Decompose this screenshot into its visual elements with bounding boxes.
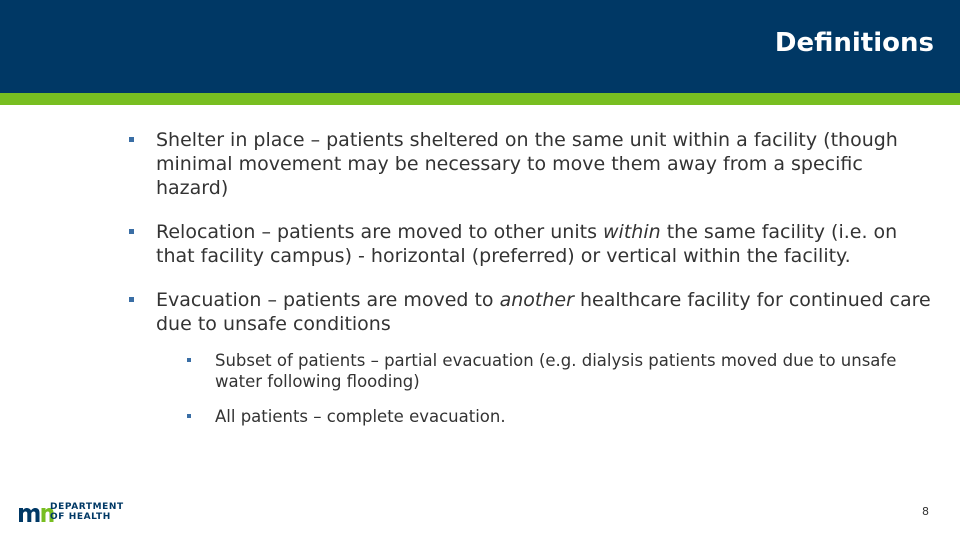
- wordmark-line-2: OF HEALTH: [50, 512, 111, 522]
- sub-bullet-text: All patients – complete evacuation.: [215, 407, 506, 426]
- sub-bullet-list: [185, 350, 936, 427]
- bullet-text: Shelter in place – patients sheltered on the same unit within a facility (though minimal movement may be necessary to move them away from a specific hazard): [156, 129, 898, 199]
- slide-content: [126, 128, 936, 447]
- sub-bullet-marker-icon: [187, 414, 191, 418]
- bullet-text-after: healthcare facility for continued care due to unsafe conditions: [156, 289, 931, 335]
- wordmark-line-1: DEPARTMENT: [50, 502, 124, 512]
- sub-bullet-text: Subset of patients – partial evacuation (e.g. dialysis patients moved due to unsafe water following flooding): [215, 351, 897, 391]
- bullet-text-before: Relocation – patients are moved to other units: [156, 221, 604, 243]
- bullet-text-emphasis: within: [603, 221, 661, 243]
- bullet-text-after: the same facility (i.e. on that facility campus) - horizontal (preferred) or vertical within the facility.: [156, 221, 898, 267]
- bullet-marker-icon: [129, 297, 134, 302]
- sub-bullet-partial-evacuation: [185, 350, 936, 392]
- bullet-shelter-in-place: [126, 128, 936, 200]
- header-accent-stripe: [0, 93, 960, 105]
- bullet-text-emphasis: another: [499, 289, 574, 311]
- department-of-health-wordmark: [50, 502, 124, 522]
- bullet-marker-icon: [129, 229, 134, 234]
- bullet-marker-icon: [129, 137, 134, 142]
- bullet-text-before: Evacuation – patients are moved to: [156, 289, 500, 311]
- bullet-evacuation: [126, 288, 936, 427]
- bullet-relocation: [126, 220, 936, 268]
- sub-bullet-complete-evacuation: [185, 406, 936, 427]
- sub-bullet-marker-icon: [187, 358, 191, 362]
- header-bar: [0, 0, 960, 93]
- page-number: 8: [922, 505, 929, 518]
- slide-title: Definitions: [774, 28, 934, 58]
